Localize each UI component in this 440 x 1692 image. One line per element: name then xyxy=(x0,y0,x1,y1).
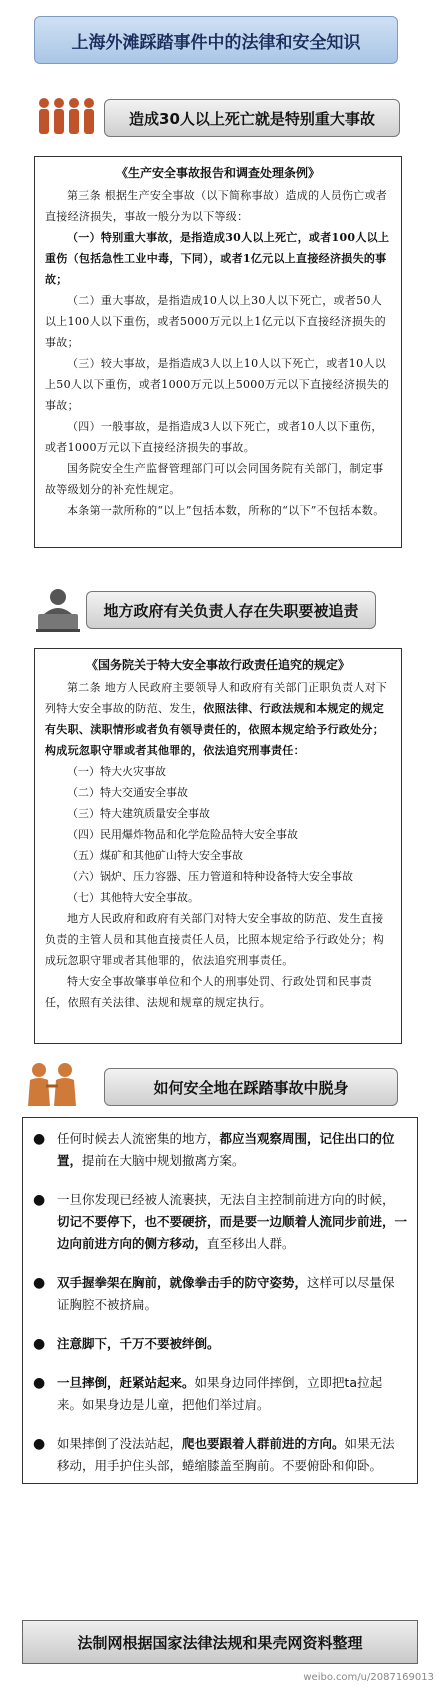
regulation-title: 《国务院关于特大安全事故行政责任追究的规定》 xyxy=(85,658,350,672)
computer-user-icon xyxy=(34,586,82,634)
tip-bold: 注意脚下，千万不要被绊倒。 xyxy=(57,1336,220,1351)
list-item: （六）锅炉、压力容器、压力管道和特种设备特大安全事故 xyxy=(67,870,353,883)
article-item-1: （一）特别重大事故，是指造成30人以上死亡，或者100人以上重伤（包括急性工业中毒，下同），或者1亿元以上直接经济损失的事故； xyxy=(45,231,390,286)
section-heading-1: 造成30人以上死亡就是特别重大事故 xyxy=(104,99,400,137)
safety-tips-box xyxy=(22,1117,418,1484)
regulation-box-2 xyxy=(34,648,402,1044)
section-heading-2: 地方政府有关负责人存在失职要被追责 xyxy=(86,591,376,629)
tip-plain: 任何时候去人流密集的地方， xyxy=(57,1131,220,1146)
tip-plain: 如果摔倒了没法站起， xyxy=(57,1436,183,1451)
tip-text xyxy=(57,1128,407,1172)
section-heading-3: 如何安全地在踩踏事故中脱身 xyxy=(104,1068,398,1106)
list-item xyxy=(33,1272,407,1316)
list-item xyxy=(33,1128,407,1172)
regulation-box-1 xyxy=(34,156,402,548)
tip-text xyxy=(57,1372,407,1416)
bullet-icon: ● xyxy=(33,1336,46,1352)
list-item: （一）特大火灾事故 xyxy=(67,765,166,778)
list-item: （三）特大建筑质量安全事故 xyxy=(67,807,210,820)
article-paragraph: 地方人民政府和政府有关部门对特大安全事故的防范、发生直接负责的主管人员和其他直接责任人员，比照本规定给予行政处分；构成玩忽职守罪或者其他罪的，依法追究刑事责任。 xyxy=(45,912,384,967)
article-paragraph: 本条第一款所称的“以上”包括本数，所称的“以下”不包括本数。 xyxy=(67,504,385,517)
tip-bold: 双手握拳架在胸前，就像拳击手的防守姿势， xyxy=(57,1275,308,1290)
article-paragraph: 特大安全事故肇事单位和个人的刑事处罚、行政处罚和民事责任，依照有关法律、法规和规章的规定执行。 xyxy=(45,975,373,1009)
bullet-icon: ● xyxy=(33,1275,46,1291)
list-item xyxy=(33,1433,407,1477)
list-item xyxy=(33,1333,407,1355)
tip-plain: 这样可以尽量保证胸腔不被挤扁。 xyxy=(57,1275,395,1312)
tip-plain: 一旦你发现已经被人流裹挟，无法自主控制前进方向的时候， xyxy=(57,1192,395,1207)
article-intro: 第三条 根据生产安全事故（以下简称事故）造成的人员伤亡或者直接经济损失，事故一般分为以下等级： xyxy=(45,189,388,223)
list-item xyxy=(33,1189,407,1255)
bullet-icon: ● xyxy=(33,1131,46,1147)
page-title: 上海外滩踩踏事件中的法律和安全知识 xyxy=(34,16,398,64)
tip-bold: 一旦摔倒，赶紧站起来。 xyxy=(57,1375,195,1390)
article-item-4: （四）一般事故，是指造成3人以下死亡，或者10人以下重伤，或者1000万元以下直接经济损失的事故。 xyxy=(45,420,383,454)
list-item: （七）其他特大安全事故。 xyxy=(67,891,199,904)
tip-bold: 都应当观察周围，记住出口的位置， xyxy=(57,1131,395,1168)
tip-text xyxy=(57,1189,407,1255)
bullet-icon: ● xyxy=(33,1375,46,1391)
article-paragraph: 国务院安全生产监督管理部门可以会同国务院有关部门，制定事故等级划分的补充性规定。 xyxy=(45,462,384,496)
tip-bold: 切记不要停下，也不要硬挤，而是要一边顺着人流同步前进，一边向前进方向的侧方移动， xyxy=(57,1214,408,1251)
list-item: （二）特大交通安全事故 xyxy=(67,786,188,799)
tip-plain: 如果身边同伴摔倒，立即把ta拉起来。如果身边是儿童，把他们举过肩。 xyxy=(57,1375,383,1412)
article-intro-plain: 第二条 地方人民政府主要领导人和政府有关部门正职负责人对下列特大安全事故的防范、发生， xyxy=(45,681,388,715)
list-item xyxy=(33,1372,407,1416)
footer-credit: 法制网根据国家法律法规和果壳网资料整理 xyxy=(22,1620,418,1664)
article-item-3: （三）较大事故，是指造成3人以上10人以下死亡，或者10人以上50人以下重伤，或者1000万元以上5000万元以下直接经济损失的事故； xyxy=(45,357,390,412)
two-people-icon xyxy=(24,1062,80,1106)
tip-text xyxy=(57,1333,407,1355)
tip-text xyxy=(57,1433,407,1477)
people-group-icon xyxy=(36,96,98,136)
article-intro xyxy=(45,677,391,761)
tip-bold: 爬也要跟着人群前进的方向。 xyxy=(182,1436,345,1451)
tip-plain: 提前在大脑中规划撤离方案。 xyxy=(82,1153,245,1168)
bullet-icon: ● xyxy=(33,1436,46,1452)
article-intro-bold: 依照法律、行政法规和本规定的规定有失职、渎职情形或者负有领导责任的，依照本规定给予行政处分；构成玩忽职守罪或者其他罪的，依法追究刑事责任： xyxy=(45,702,385,757)
tip-plain: 如果无法移动，用手护住头部，蜷缩膝盖至胸前。不要俯卧和仰卧。 xyxy=(57,1436,395,1473)
article-item-2: （二）重大事故，是指造成10人以上30人以下死亡，或者50人以上100人以下重伤，或者5000万元以上1亿元以下直接经济损失的事故； xyxy=(45,294,386,349)
regulation-title: 《生产安全事故报告和调查处理条例》 xyxy=(115,166,320,180)
tip-text xyxy=(57,1272,407,1316)
list-item: （四）民用爆炸物品和化学危险品特大安全事故 xyxy=(67,828,298,841)
tip-plain: 直至移出人群。 xyxy=(207,1236,295,1251)
watermark: weibo.com/u/2087169013 xyxy=(303,1672,434,1683)
list-item: （五）煤矿和其他矿山特大安全事故 xyxy=(67,849,243,862)
bullet-icon: ● xyxy=(33,1192,46,1208)
